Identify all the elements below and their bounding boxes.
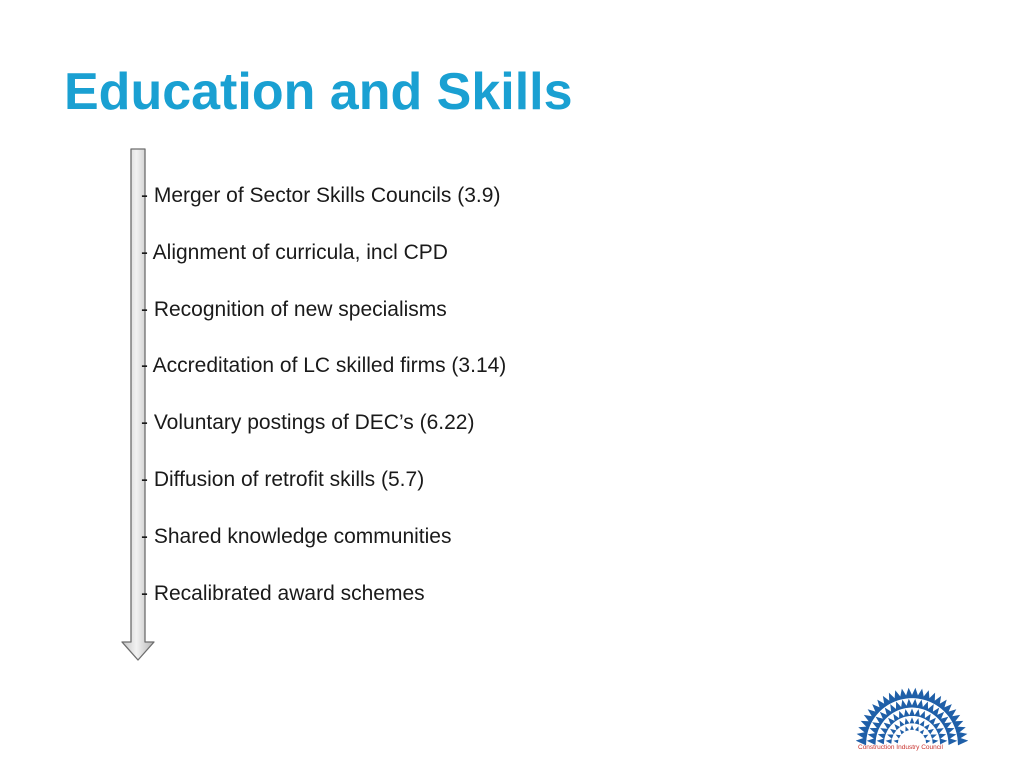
logo-wedge bbox=[926, 739, 931, 744]
logo-wedge bbox=[910, 725, 914, 730]
list-item: - Alignment of curricula, incl CPD bbox=[141, 240, 448, 264]
logo-wedge bbox=[924, 722, 932, 730]
list-item: - Diffusion of retrofit skills (5.7) bbox=[141, 467, 425, 491]
logo-wedge bbox=[915, 726, 920, 732]
logo-wedge bbox=[920, 728, 926, 734]
logo-wedge bbox=[895, 733, 901, 739]
logo-wedge bbox=[909, 709, 915, 717]
list-item: - Shared knowledge communities bbox=[141, 524, 452, 548]
logo-wedge bbox=[903, 718, 909, 725]
logo-wedge bbox=[930, 732, 937, 739]
logo-wedge bbox=[889, 727, 897, 734]
list-item: - Merger of Sector Skills Councils (3.9) bbox=[141, 184, 501, 207]
logo-wedge bbox=[886, 732, 893, 739]
logo-wedge bbox=[893, 722, 901, 730]
logo-wedge bbox=[923, 733, 929, 739]
logo-wedge bbox=[915, 718, 921, 725]
logo-wedge bbox=[904, 726, 909, 732]
list-item: - Accreditation of LC skilled firms (3.14) bbox=[141, 354, 507, 378]
bullet-list bbox=[141, 182, 506, 636]
logo-wedge bbox=[893, 739, 898, 744]
logo-wedge bbox=[898, 728, 904, 734]
slide-title: Education and Skills bbox=[64, 63, 573, 121]
list-item: - Recalibrated award schemes bbox=[141, 581, 425, 605]
logo-wedge bbox=[919, 719, 926, 727]
logo-wedge bbox=[910, 717, 915, 723]
logo-caption: Construction Industry Council bbox=[858, 744, 943, 751]
logo-wedge bbox=[928, 727, 936, 734]
logo-wedge bbox=[898, 719, 905, 727]
list-item: - Voluntary postings of DEC’s (6.22) bbox=[141, 411, 475, 435]
list-item: - Recognition of new specialisms bbox=[141, 297, 447, 321]
